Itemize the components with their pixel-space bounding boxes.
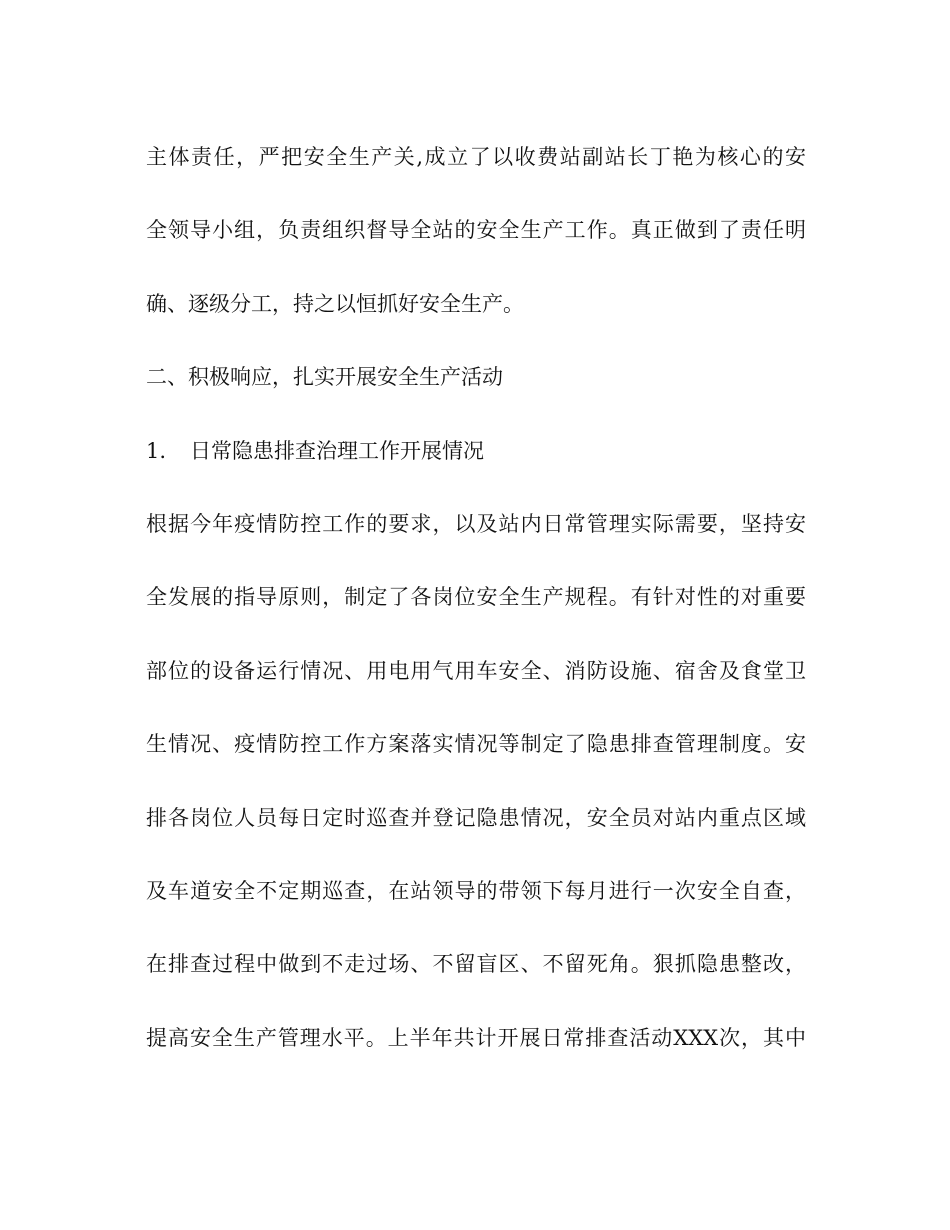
paragraph-line: 提高安全生产管理水平。上半年共计开展日常排查活动XXX次，其中: [146, 1025, 806, 1050]
subsection-number: 1.: [146, 438, 167, 463]
paragraph-line: 主体责任，严把安全生产关,成立了以收费站副站长丁艳为核心的安: [146, 145, 806, 169]
body-text: [146, 132, 806, 1086]
paragraph-line: 全领导小组，负责组织督导全站的安全生产工作。真正做到了责任明: [146, 218, 806, 243]
paragraph-line: 部位的设备运行情况、用电用气用车安全、消防设施、宿舍及食堂卫: [146, 658, 806, 683]
subsection-title: 日常隐患排查治理工作开展情况: [190, 438, 484, 463]
paragraph-line: 在排查过程中做到不走过场、不留盲区、不留死角。狠抓隐患整改，: [146, 952, 806, 977]
paragraph-line: 及车道安全不定期巡查，在站领导的带领下每月进行一次安全自查，: [146, 878, 806, 903]
paragraph-line: 生情况、疫情防控工作方案落实情况等制定了隐患排查管理制度。安: [146, 732, 806, 757]
paragraph-line: 排各岗位人员每日定时巡查并登记隐患情况，安全员对站内重点区域: [146, 805, 806, 830]
section-heading: 二、积极响应，扎实开展安全生产活动: [146, 365, 503, 390]
paragraph-line: 确、逐级分工，持之以恒抓好安全生产。: [146, 291, 524, 316]
paragraph-line: 根据今年疫情防控工作的要求，以及站内日常管理实际需要，坚持安: [146, 511, 806, 536]
paragraph-line: 全发展的指导原则，制定了各岗位安全生产规程。有针对性的对重要: [146, 585, 806, 610]
subsection-heading: [146, 426, 806, 499]
